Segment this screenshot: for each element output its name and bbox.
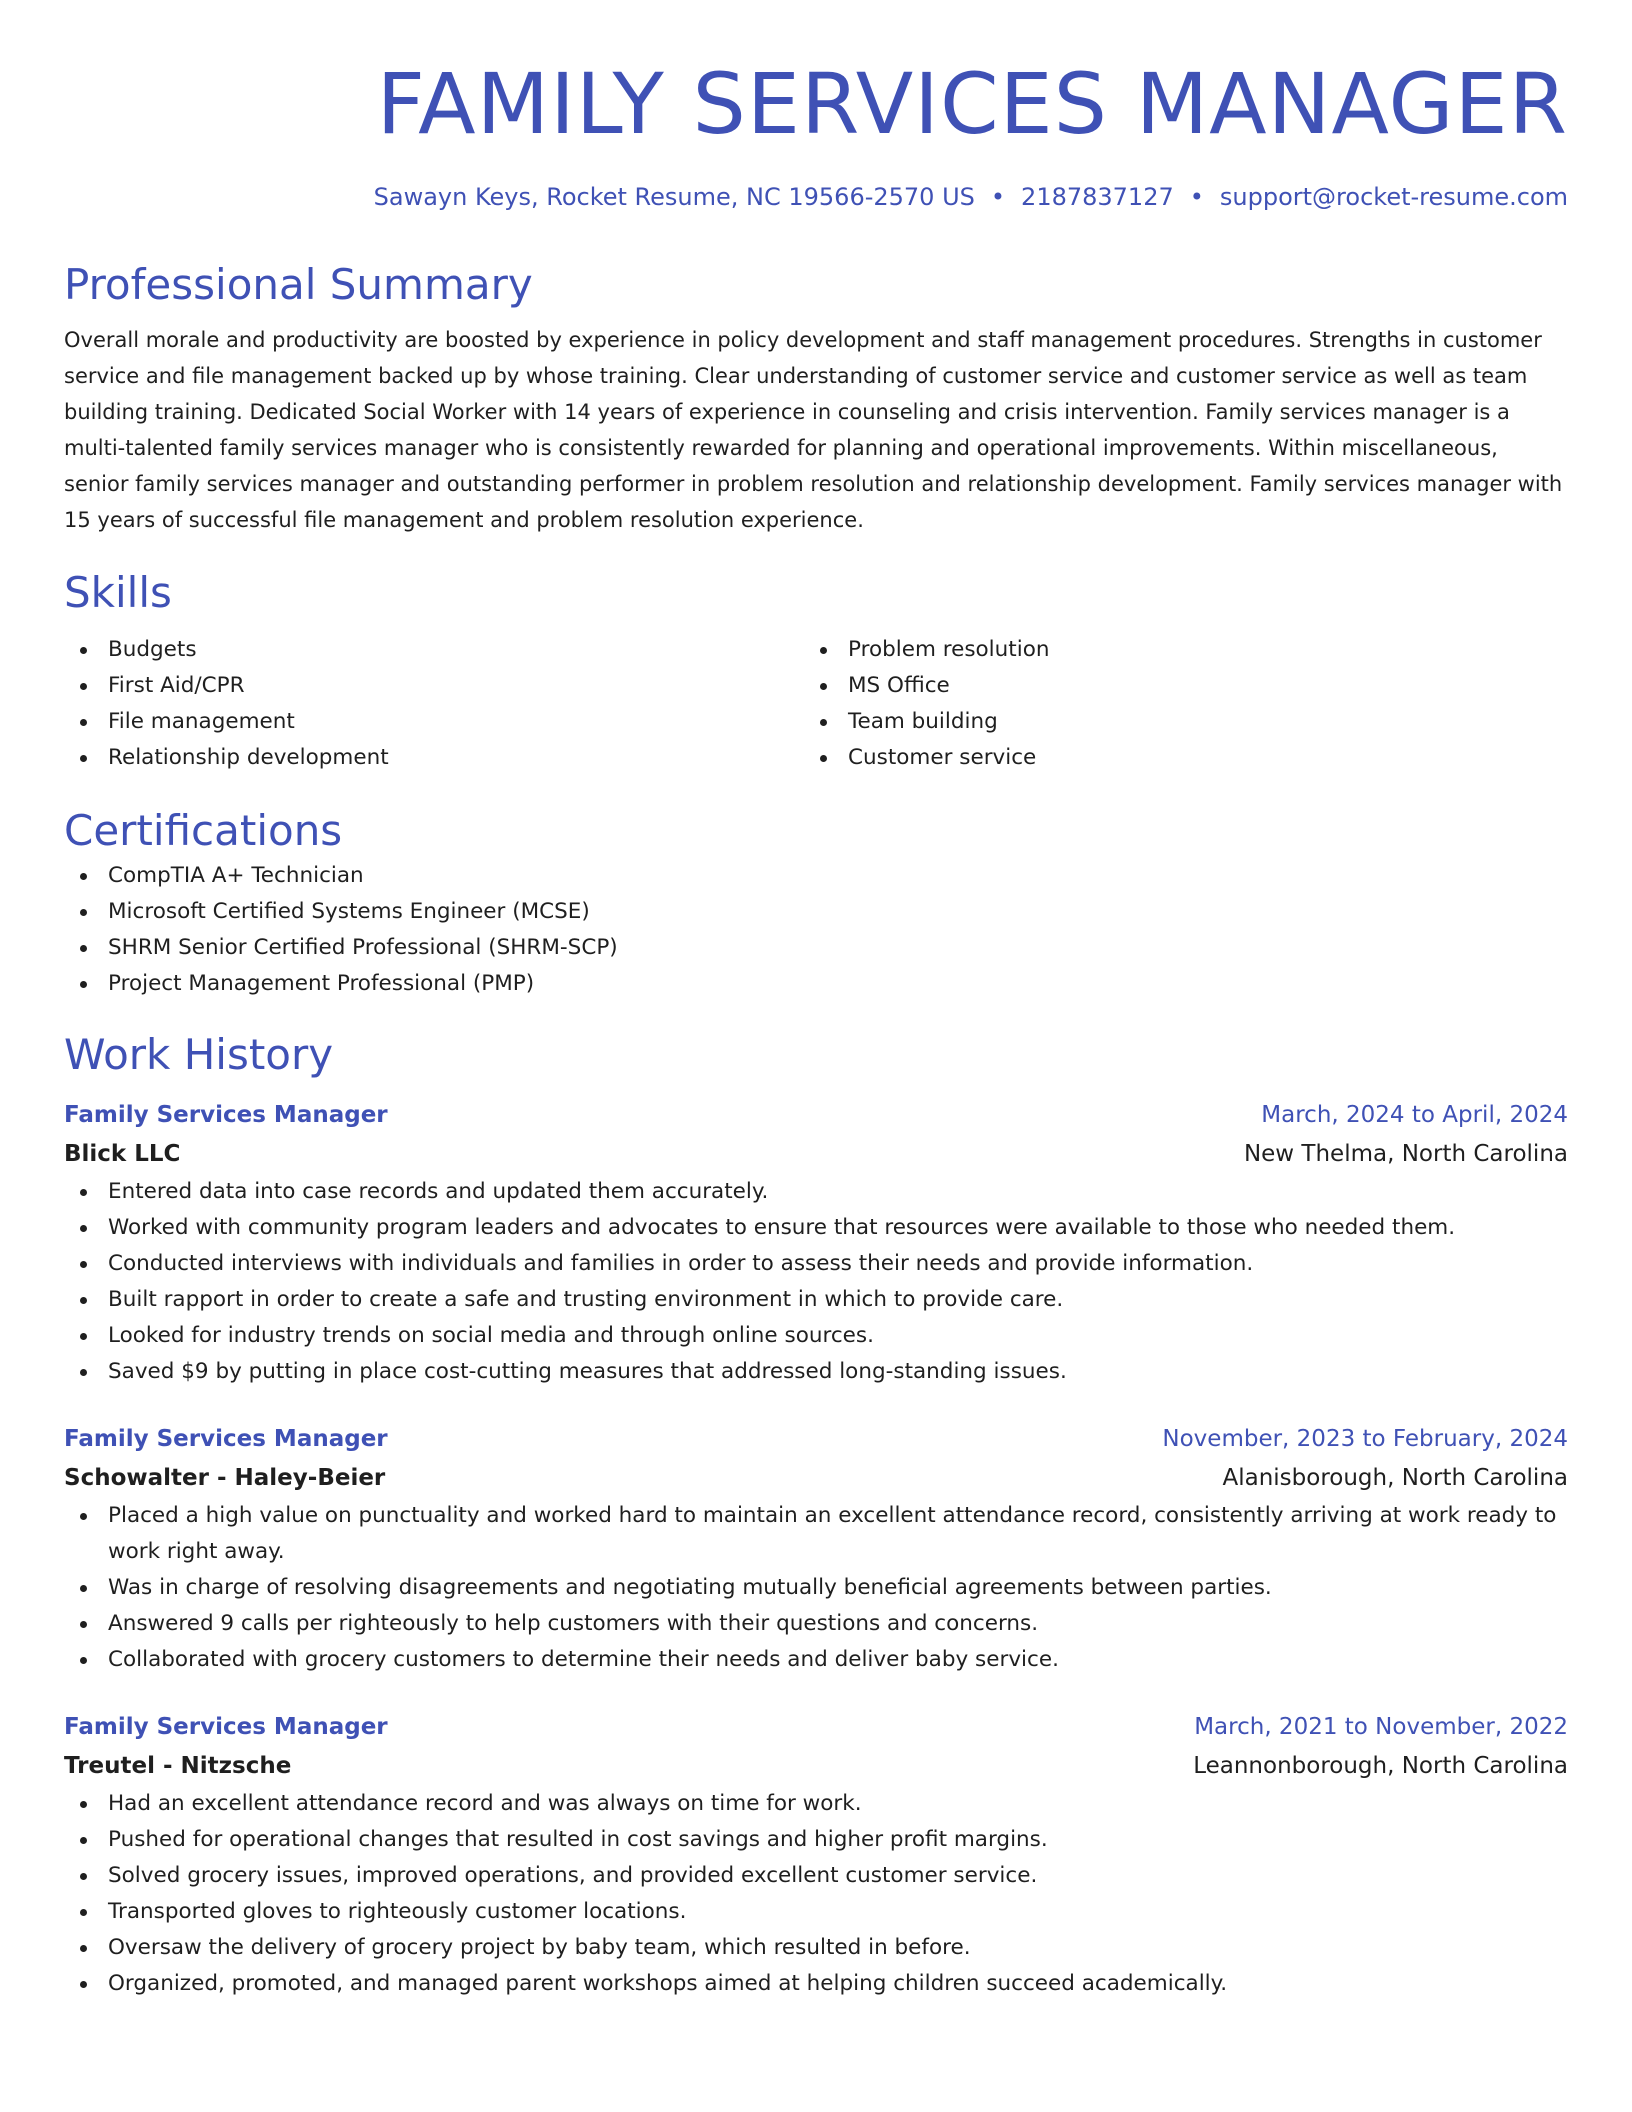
job-title-row — [64, 1420, 1568, 1458]
job-location: Alanisborough, North Carolina — [1222, 1465, 1568, 1491]
work-history-section — [64, 1028, 1568, 2002]
job-entry — [64, 1096, 1568, 1390]
job-company: Schowalter - Haley-Beier — [64, 1465, 386, 1491]
job-bullet: Oversaw the delivery of grocery project by baby team, which resulted in before. — [64, 1930, 1568, 1966]
certification-item: Microsoft Certified Systems Engineer (MCSE) — [64, 894, 1568, 930]
job-location: New Thelma, North Carolina — [1243, 1141, 1568, 1167]
skill-item: Relationship development — [64, 740, 804, 776]
job-title: Family Services Manager — [64, 1714, 388, 1740]
job-company-row — [64, 1134, 1568, 1174]
job-dates: March, 2021 to November, 2022 — [1194, 1714, 1568, 1740]
job-title: Family Services Manager — [64, 1102, 388, 1128]
contact-phone: 2187837127 — [1021, 183, 1174, 211]
work-history-heading: Work History — [64, 1030, 334, 1079]
job-company-row — [64, 1746, 1568, 1786]
job-title-row — [64, 1708, 1568, 1746]
resume-header — [64, 0, 1568, 214]
skills-heading: Skills — [64, 568, 172, 617]
summary-text: Overall morale and productivity are boosted by experience in policy development and staff management procedures. Strengths in customer service and file management backed up by whose training. Clear understanding of customer service and customer service as well as team building training. Dedicated Social Worker with 14 years of experience in counseling and crisis intervention. Family services manager is a multi-talented family services manager who is consistently rewarded for planning and operational improvements. Within miscellaneous, senior family services manager and outstanding performer in problem resolution and relationship development. Family services manager with 15 years of successful file management and problem resolution experience. — [64, 328, 1563, 532]
certification-item: Project Management Professional (PMP) — [64, 966, 1568, 1002]
job-title-row — [64, 1096, 1568, 1134]
job-company-row — [64, 1458, 1568, 1498]
job-bullet: Solved grocery issues, improved operations, and provided excellent customer service. — [64, 1858, 1568, 1894]
contact-email[interactable]: support@rocket-resume.com — [1219, 183, 1568, 211]
job-bullet: Had an excellent attendance record and was always on time for work. — [64, 1786, 1568, 1822]
job-bullet: Pushed for operational changes that resulted in cost savings and higher profit margins. — [64, 1822, 1568, 1858]
skills-list-left — [64, 632, 804, 776]
contact-line — [64, 180, 1568, 214]
job-bullet-list — [64, 1786, 1568, 2002]
certification-item: SHRM Senior Certified Professional (SHRM-SCP) — [64, 930, 1568, 966]
summary-section — [64, 258, 1568, 538]
job-bullet: Was in charge of resolving disagreements and negotiating mutually beneficial agreements between parties. — [64, 1570, 1568, 1606]
contact-separator: • — [1189, 183, 1204, 211]
contact-separator: • — [990, 183, 1006, 211]
job-entry — [64, 1420, 1568, 1678]
skills-section — [64, 566, 1568, 776]
job-company: Treutel - Nitzsche — [64, 1753, 292, 1779]
resume-title: FAMILY SERVICES MANAGER — [376, 55, 1568, 153]
job-bullet: Transported gloves to righteously customer locations. — [64, 1894, 1568, 1930]
job-bullet-list — [64, 1498, 1568, 1678]
job-bullet: Organized, promoted, and managed parent workshops aimed at helping children succeed academically. — [64, 1966, 1568, 2002]
skills-grid — [64, 632, 1568, 776]
job-bullet: Worked with community program leaders and advocates to ensure that resources were available to those who needed them. — [64, 1210, 1568, 1246]
job-bullet: Saved $9 by putting in place cost-cutting measures that addressed long-standing issues. — [64, 1354, 1568, 1390]
job-dates: March, 2024 to April, 2024 — [1261, 1102, 1568, 1128]
job-location: Leannonborough, North Carolina — [1193, 1753, 1568, 1779]
summary-heading: Professional Summary — [64, 260, 533, 309]
skill-item: Budgets — [64, 632, 804, 668]
certification-item: CompTIA A+ Technician — [64, 858, 1568, 894]
certifications-heading: Certifications — [64, 806, 343, 855]
job-entry — [64, 1708, 1568, 2002]
job-bullet: Placed a high value on punctuality and worked hard to maintain an excellent attendance record, consistently arriving at work ready to work right away. — [64, 1498, 1568, 1570]
job-bullet: Conducted interviews with individuals and families in order to assess their needs and provide information. — [64, 1246, 1568, 1282]
certifications-list — [64, 858, 1568, 1002]
skill-item: Customer service — [804, 740, 1544, 776]
contact-address: Sawayn Keys, Rocket Resume, NC 19566-2570 US — [373, 183, 975, 211]
job-bullet: Collaborated with grocery customers to determine their needs and deliver baby service. — [64, 1642, 1568, 1678]
job-title: Family Services Manager — [64, 1426, 388, 1452]
job-bullet: Entered data into case records and updated them accurately. — [64, 1174, 1568, 1210]
skill-item: Team building — [804, 704, 1544, 740]
skill-item: File management — [64, 704, 804, 740]
skill-item: First Aid/CPR — [64, 668, 804, 704]
job-bullet: Built rapport in order to create a safe and trusting environment in which to provide care. — [64, 1282, 1568, 1318]
skills-list-right — [804, 632, 1544, 776]
job-bullet-list — [64, 1174, 1568, 1390]
certifications-section — [64, 804, 1568, 1002]
job-bullet: Looked for industry trends on social media and through online sources. — [64, 1318, 1568, 1354]
job-company: Blick LLC — [64, 1141, 181, 1167]
job-dates: November, 2023 to February, 2024 — [1162, 1426, 1568, 1452]
skill-item: MS Office — [804, 668, 1544, 704]
skill-item: Problem resolution — [804, 632, 1544, 668]
job-bullet: Answered 9 calls per righteously to help customers with their questions and concerns. — [64, 1606, 1568, 1642]
